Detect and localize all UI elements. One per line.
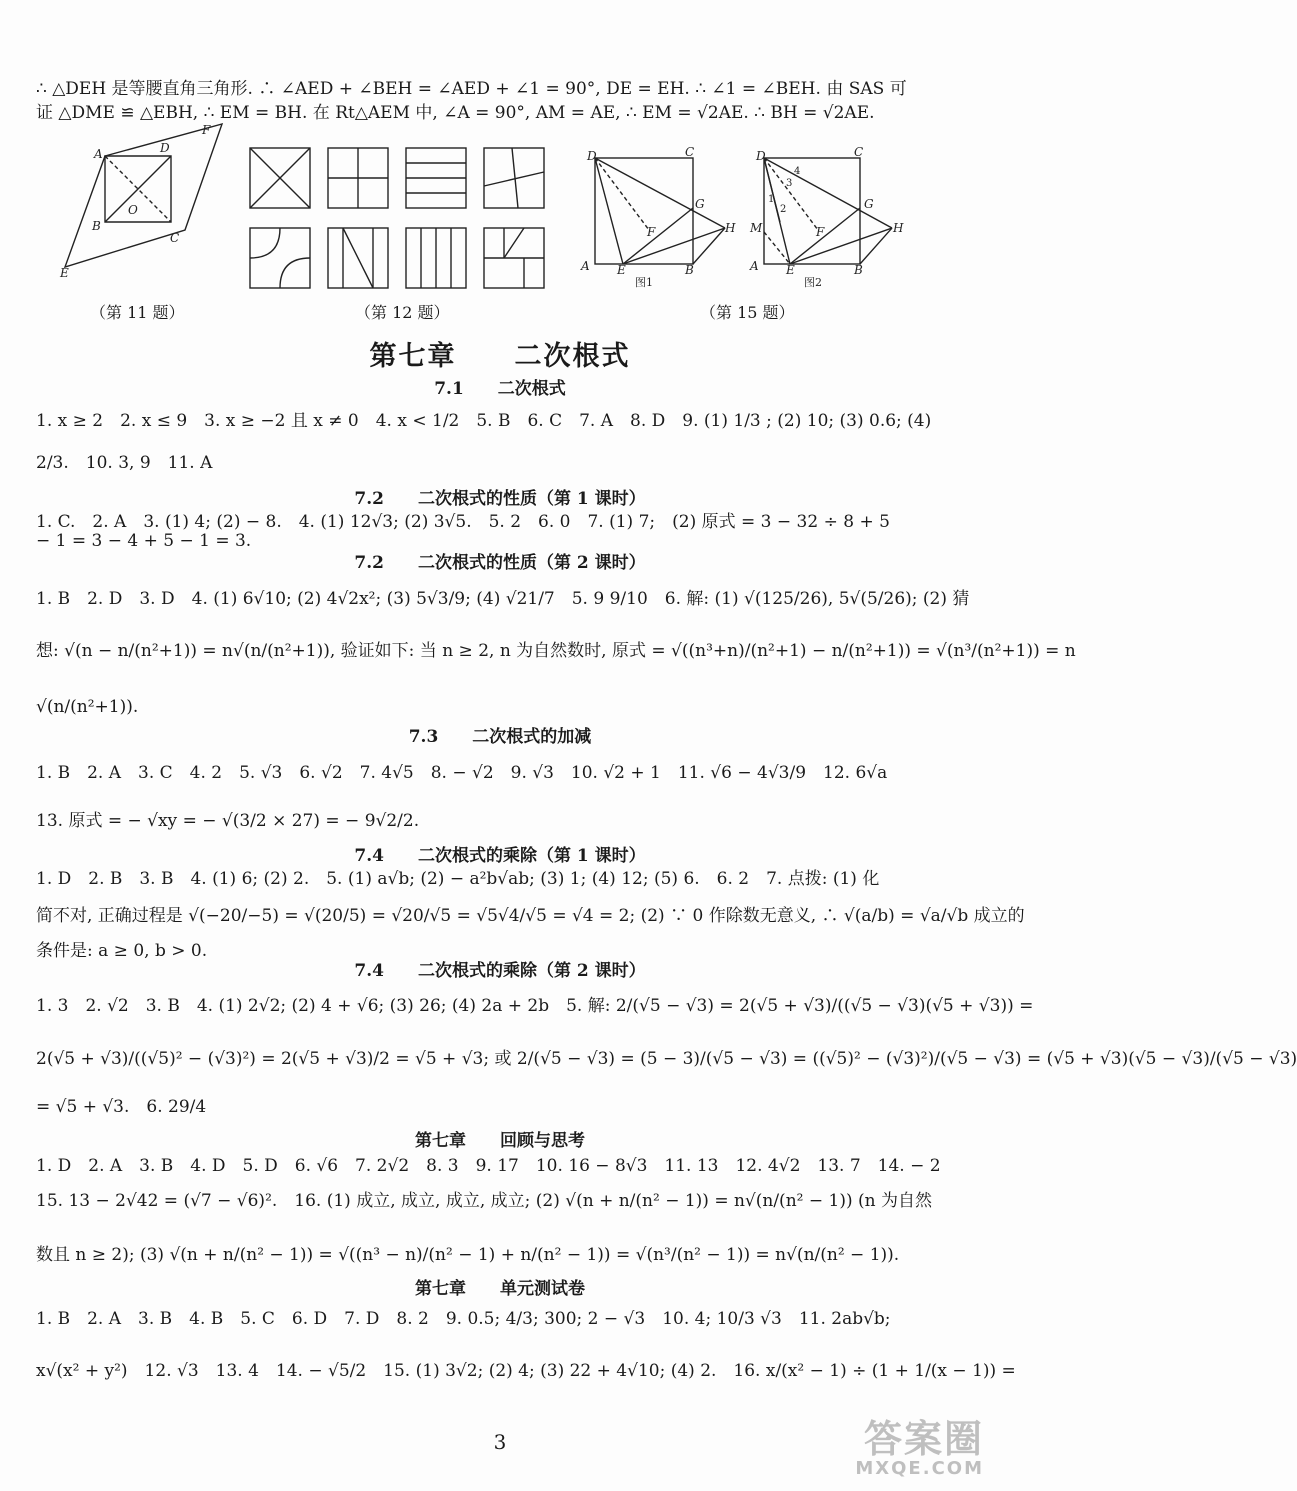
fig15-label: E xyxy=(617,263,626,277)
watermark-url: MXQE.COM xyxy=(855,1458,984,1479)
fig15-caption: （第 15 题） xyxy=(700,303,795,322)
fig12-caption: （第 12 题） xyxy=(355,303,450,322)
fig15-label: G xyxy=(695,197,705,211)
fig11-label: E xyxy=(60,266,69,280)
fig15-label: 3 xyxy=(786,178,793,189)
answer-line: 13. 原式 = − √xy = − √(3/2 × 27) = − 9√2/2. xyxy=(36,811,420,831)
fig11-label: O xyxy=(128,203,138,217)
fig11-caption: （第 11 题） xyxy=(90,303,185,322)
fig15-label: D xyxy=(587,149,597,163)
fig15-label: H xyxy=(725,221,736,235)
answer-line: 1. C. 2. A 3. (1) 4; (2) − 8. 4. (1) 12√3; (2) 3√5. 5. 2 6. 0 7. (1) 7; (2) 原式 = 3 − 32 ÷ 8 + 5 xyxy=(36,512,890,532)
answer-line: 条件是: a ≥ 0, b > 0. xyxy=(36,941,208,961)
page-number: 3 xyxy=(493,1430,507,1454)
figure-11 xyxy=(60,122,220,282)
watermark-logo xyxy=(840,1408,990,1488)
answer-line: 1. D 2. A 3. B 4. D 5. D 6. √6 7. 2√2 8. 3 9. 17 10. 16 − 8√3 11. 13 12. 4√2 13. 7 14. − 2 xyxy=(36,1156,941,1176)
fig11-label: A xyxy=(94,147,103,161)
section-title: 7.2 二次根式的性质（第 2 课时） xyxy=(354,553,646,573)
fig15-label: 4 xyxy=(794,166,801,177)
answer-line: 2/3. 10. 3, 9 11. A xyxy=(36,453,213,473)
answer-line: 1. D 2. B 3. B 4. (1) 6; (2) 2. 5. (1) a√b; (2) − a²b√ab; (3) 1; (4) 12; (5) 6. 6. 2 7. 点拨: (1) 化 xyxy=(36,869,880,889)
answer-line: 1. B 2. A 3. C 4. 2 5. √3 6. √2 7. 4√5 8. − √2 9. √3 10. √2 + 1 11. √6 − 4√3/9 12. 6√a xyxy=(36,763,888,783)
answer-line: 简不对, 正确过程是 √(−20/−5) = √(20/5) = √20/√5 = √5√4/√5 = √4 = 2; (2) ∵ 0 作除数无意义, ∴ √(a/b) = √a/√b 成立的 xyxy=(36,906,1025,926)
fig15-label: H xyxy=(893,221,904,235)
fig15-label: M xyxy=(750,221,763,235)
section-title: 7.2 二次根式的性质（第 1 课时） xyxy=(354,489,646,509)
answer-line: x√(x² + y²) 12. √3 13. 4 14. − √5/2 15. (1) 3√2; (2) 4; (3) 22 + 4√10; (4) 2. 16. x/(x² − 1) ÷ (1 + 1/(x − 1)) = xyxy=(36,1361,1016,1381)
fig15-label: D xyxy=(756,149,766,163)
section-title: 7.3 二次根式的加减 xyxy=(408,727,592,747)
fig15-label: C xyxy=(685,145,695,159)
answer-line: √(n/(n²+1)). xyxy=(36,697,139,717)
fig15-label: B xyxy=(854,263,863,277)
answer-line: 想: √(n − n/(n²+1)) = n√(n/(n²+1)), 验证如下: 当 n ≥ 2, n 为自然数时, 原式 = √((n³+n)/(n²+1) − n/(n²+1)) = √(n³/(n²+1)) = n xyxy=(36,641,1076,661)
fig15-label: 2 xyxy=(780,204,787,215)
fig15-name: 图2 xyxy=(804,276,822,289)
fig11-label: F xyxy=(202,123,211,137)
fig15-label: F xyxy=(647,225,656,239)
figure-12 xyxy=(250,148,550,290)
answer-line: 1. B 2. D 3. D 4. (1) 6√10; (2) 4√2x²; (3) 5√3/9; (4) √21/7 5. 9 9/10 6. 解: (1) √(125/26), 5√(5/26); (2) 猜 xyxy=(36,589,970,609)
answer-line: 1. 3 2. √2 3. B 4. (1) 2√2; (2) 4 + √6; (3) 26; (4) 2a + 2b 5. 解: 2/(√5 − √3) = 2(√5 + √3)/((√5 − √3)(√5 + √3)) = xyxy=(36,996,1034,1016)
fig15-name: 图1 xyxy=(635,276,653,289)
fig11-label: B xyxy=(92,219,101,233)
watermark-text: 答案圈 xyxy=(863,1417,984,1461)
answer-line: 1. B 2. A 3. B 4. B 5. C 6. D 7. D 8. 2 9. 0.5; 4/3; 300; 2 − √3 10. 4; 10/3 √3 11. 2ab√b; xyxy=(36,1309,891,1329)
intro-line: 证 △DME ≌ △EBH, ∴ EM = BH. 在 Rt△AEM 中, ∠A = 90°, AM = AE, ∴ EM = √2AE. ∴ BH = √2AE. xyxy=(36,103,875,123)
intro-line: ∴ △DEH 是等腰直角三角形. ∴ ∠AED + ∠BEH = ∠AED + ∠1 = 90°, DE = EH. ∴ ∠1 = ∠BEH. 由 SAS 可 xyxy=(36,79,907,99)
fig11-label: D xyxy=(160,141,170,155)
fig15-label: G xyxy=(864,197,874,211)
section-title: 7.1 二次根式 xyxy=(434,379,566,399)
fig15-label: F xyxy=(816,225,825,239)
fig15-label: E xyxy=(786,263,795,277)
fig15-label: 1 xyxy=(768,194,775,205)
fig15-label: B xyxy=(685,263,694,277)
answer-line: = √5 + √3. 6. 29/4 xyxy=(36,1097,207,1117)
answer-line: 15. 13 − 2√42 = (√7 − √6)². 16. (1) 成立, 成立, 成立, 成立; (2) √(n + n/(n² − 1)) = n√(n/(n² − 1)) (n 为自然 xyxy=(36,1191,932,1211)
figure-15-right xyxy=(750,145,910,292)
answer-line: − 1 = 3 − 4 + 5 − 1 = 3. xyxy=(36,531,252,551)
fig15-label: C xyxy=(854,145,864,159)
section-title: 第七章 单元测试卷 xyxy=(415,1279,585,1299)
section-title: 7.4 二次根式的乘除（第 1 课时） xyxy=(354,846,646,866)
answer-line: 2(√5 + √3)/((√5)² − (√3)²) = 2(√5 + √3)/2 = √5 + √3; 或 2/(√5 − √3) = (5 − 3)/(√5 − √3) = ((√5)² − (√3)²)/(√5 − √3) = (√5 + √3)(√5 − √3)/(√5 − √3) xyxy=(36,1049,1297,1069)
section-title: 7.4 二次根式的乘除（第 2 课时） xyxy=(354,961,646,981)
section-title: 第七章 回顾与思考 xyxy=(415,1131,585,1151)
fig15-label: A xyxy=(750,259,759,273)
chapter-title: 第七章 二次根式 xyxy=(369,341,631,372)
answer-line: 数且 n ≥ 2); (3) √(n + n/(n² − 1)) = √((n³ − n)/(n² − 1) + n/(n² − 1)) = √(n³/(n² − 1)) = n√(n/(n² − 1)). xyxy=(36,1245,900,1265)
figure-15-left xyxy=(581,145,736,292)
fig15-label: A xyxy=(581,259,590,273)
fig11-label: C xyxy=(170,231,180,245)
answer-line: 1. x ≥ 2 2. x ≤ 9 3. x ≥ −2 且 x ≠ 0 4. x < 1/2 5. B 6. C 7. A 8. D 9. (1) 1/3 ; (2) 10; (3) 0.6; (4) xyxy=(36,411,932,431)
